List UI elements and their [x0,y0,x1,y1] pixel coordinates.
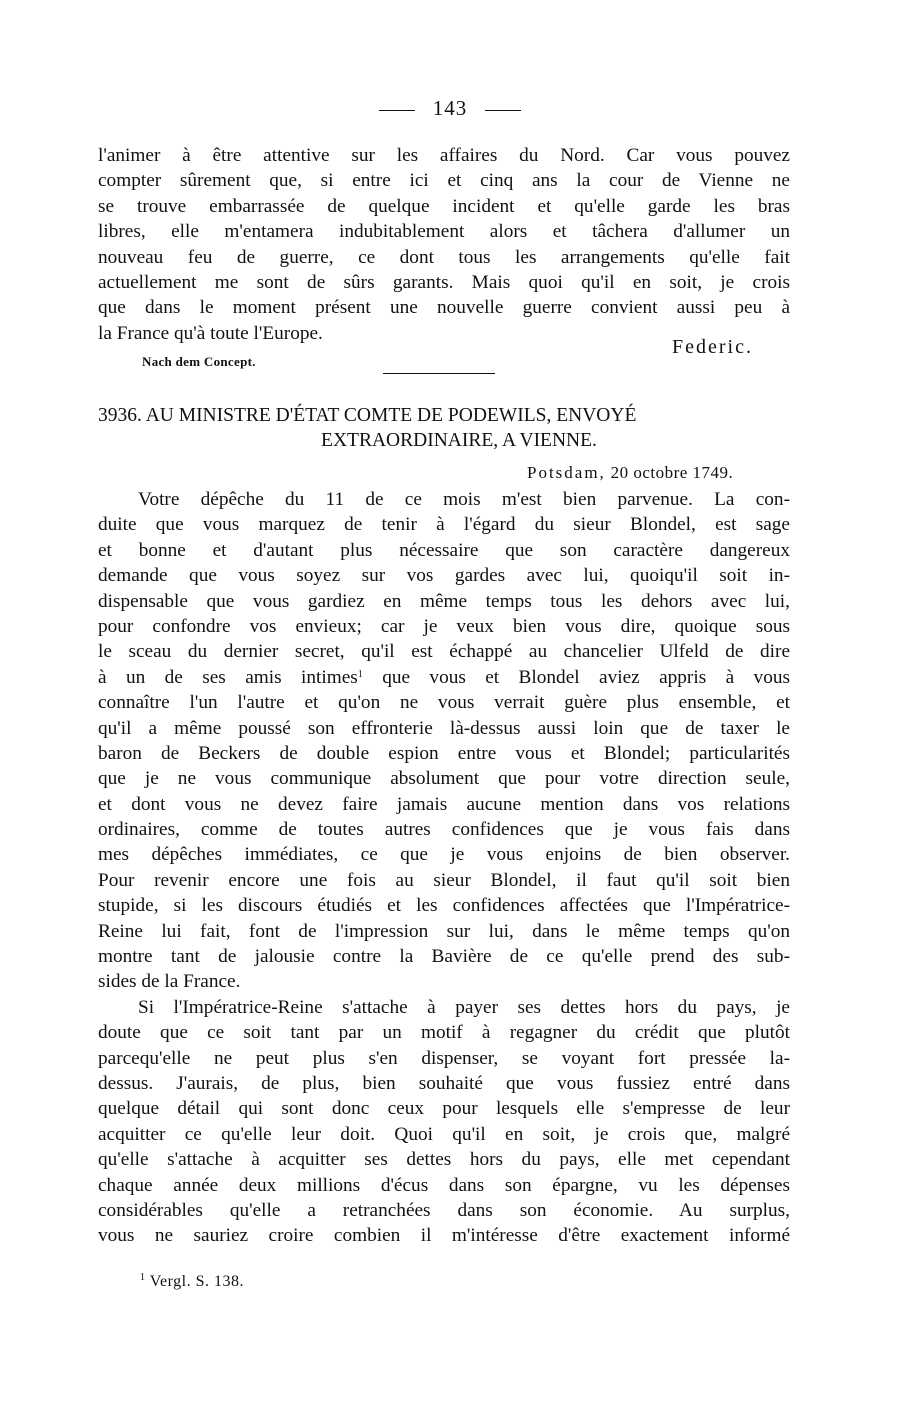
text-line: quelque détail qui sont donc ceux pour lesquels elle s'empresse de leur [98,1098,790,1120]
signature: Federic. [672,336,753,358]
text-line: qu'elle s'attache à acquitter ses dettes hors du pays, elle met cependant [98,1149,790,1171]
text-line: acquitter ce qu'elle leur doit. Quoi qu'il en soit, je crois que, malgré [98,1123,790,1145]
text-span: à un de ses amis intimes [98,666,358,688]
text-line: dispensable que vous gardiez en même temps tous les dehors avec lui, [98,590,790,612]
text-line: qu'il a même poussé son effronterie là-dessus aussi loin que de taxer le [98,717,790,739]
text-line: doute que ce soit tant par un motif à regagner du crédit que plutôt [98,1022,790,1044]
footnote-text: Vergl. S. 138. [149,1273,244,1290]
text-line: le sceau du dernier secret, qu'il est échappé au chancelier Ulfeld de dire [98,641,790,663]
text-line: parcequ'elle ne peut plus s'en dispenser, se voyant fort pressée la- [98,1047,790,1069]
footnote [140,1273,244,1291]
text-line: connaître l'un l'autre et qu'on ne vous verrait guère plus ensemble, et [98,692,790,714]
header-dash-right [485,110,521,111]
text-line: actuellement me sont de sûrs garants. Mais quoi qu'il en soit, je crois [98,271,790,293]
source-note: Nach dem Concept. [142,354,256,369]
page-header [0,96,900,121]
text-line: nouveau feu de guerre, ce dont tous les arrangements qu'elle fait [98,246,790,268]
text-line: que dans le moment présent une nouvelle guerre convient aussi peu à [98,297,790,319]
section-divider [383,373,495,374]
text-span: que vous et Blondel aviez appris à vous [382,666,790,688]
text-line: considérables qu'elle a retranchées dans son économie. Au surplus, [98,1199,790,1221]
text-line: baron de Beckers de double espion entre vous et Blondel; particularités [98,742,790,764]
letter-heading [98,403,790,453]
text-line: chaque année deux millions d'écus dans son épargne, vu les dépenses [98,1174,790,1196]
footnote-marker: 1 [140,1272,146,1283]
heading-line-2: EXTRAORDINAIRE, A VIENNE. [321,430,597,451]
text-line: et dont vous ne devez faire jamais aucune mention dans vos relations [98,793,790,815]
text-line: mes dépêches immédiates, ce que je vous enjoins de bien observer. [98,844,790,866]
text-line [98,665,790,690]
text-line: et bonne et d'autant plus nécessaire que son caractère dangereux [98,539,790,561]
dateline-place: Potsdam, [527,463,606,482]
footnote-ref: 1 [357,668,363,680]
text-line: la France qu'à toute l'Europe. [98,322,323,344]
text-line: demande que vous soyez sur vos gardes avec lui, quoiqu'il soit in- [98,565,790,587]
text-line: sides de la France. [98,971,241,993]
dateline [527,463,733,483]
header-dash-left [379,110,415,111]
text-line: Votre dépêche du 11 de ce mois m'est bien parvenue. La con- [138,489,790,510]
text-line: vous ne sauriez croire combien il m'intéresse d'être exactement informé [98,1225,790,1247]
text-line: Si l'Impératrice-Reine s'attache à payer ses dettes hors du pays, je [138,996,790,1018]
text-line: ordinaires, comme de toutes autres confidences que je vous fais dans [98,819,790,841]
text-line: se trouve embarrassée de quelque incident et qu'elle garde les bras [98,195,790,217]
text-line: stupide, si les discours étudiés et les confidences affectées que l'Impératrice- [98,895,790,917]
continued-paragraph [98,143,790,346]
page-number: 143 [432,96,468,120]
text-line: dessus. J'aurais, de plus, bien souhaité que vous fussiez entré dans [98,1072,790,1094]
text-line: l'animer à être attentive sur les affaires du Nord. Car vous pouvez [98,145,790,166]
letter-number: 3936. [98,405,142,426]
text-line: compter sûrement que, si entre ici et cinq ans la cour de Vienne ne [98,170,790,192]
text-line: que je ne vous communique absolument que pour votre direction seule, [98,768,790,790]
heading-line-1: AU MINISTRE D'ÉTAT COMTE DE PODEWILS, ENVOYÉ [145,405,637,426]
dateline-date: 20 octobre 1749. [610,463,734,482]
text-line: pour confondre vos envieux; car je veux bien vous dire, quoique sous [98,615,790,637]
letter-body [98,487,790,1249]
text-line: Reine lui fait, font de l'impression sur lui, dans le même temps qu'on [98,920,790,942]
text-line: montre tant de jalousie contre la Bavière de ce qu'elle prend des sub- [98,946,790,968]
text-line: Pour revenir encore une fois au sieur Blondel, il faut qu'il soit bien [98,869,790,891]
text-line: duite que vous marquez de tenir à l'égard du sieur Blondel, est sage [98,514,790,536]
text-line: libres, elle m'entamera indubitablement alors et tâchera d'allumer un [98,221,790,243]
